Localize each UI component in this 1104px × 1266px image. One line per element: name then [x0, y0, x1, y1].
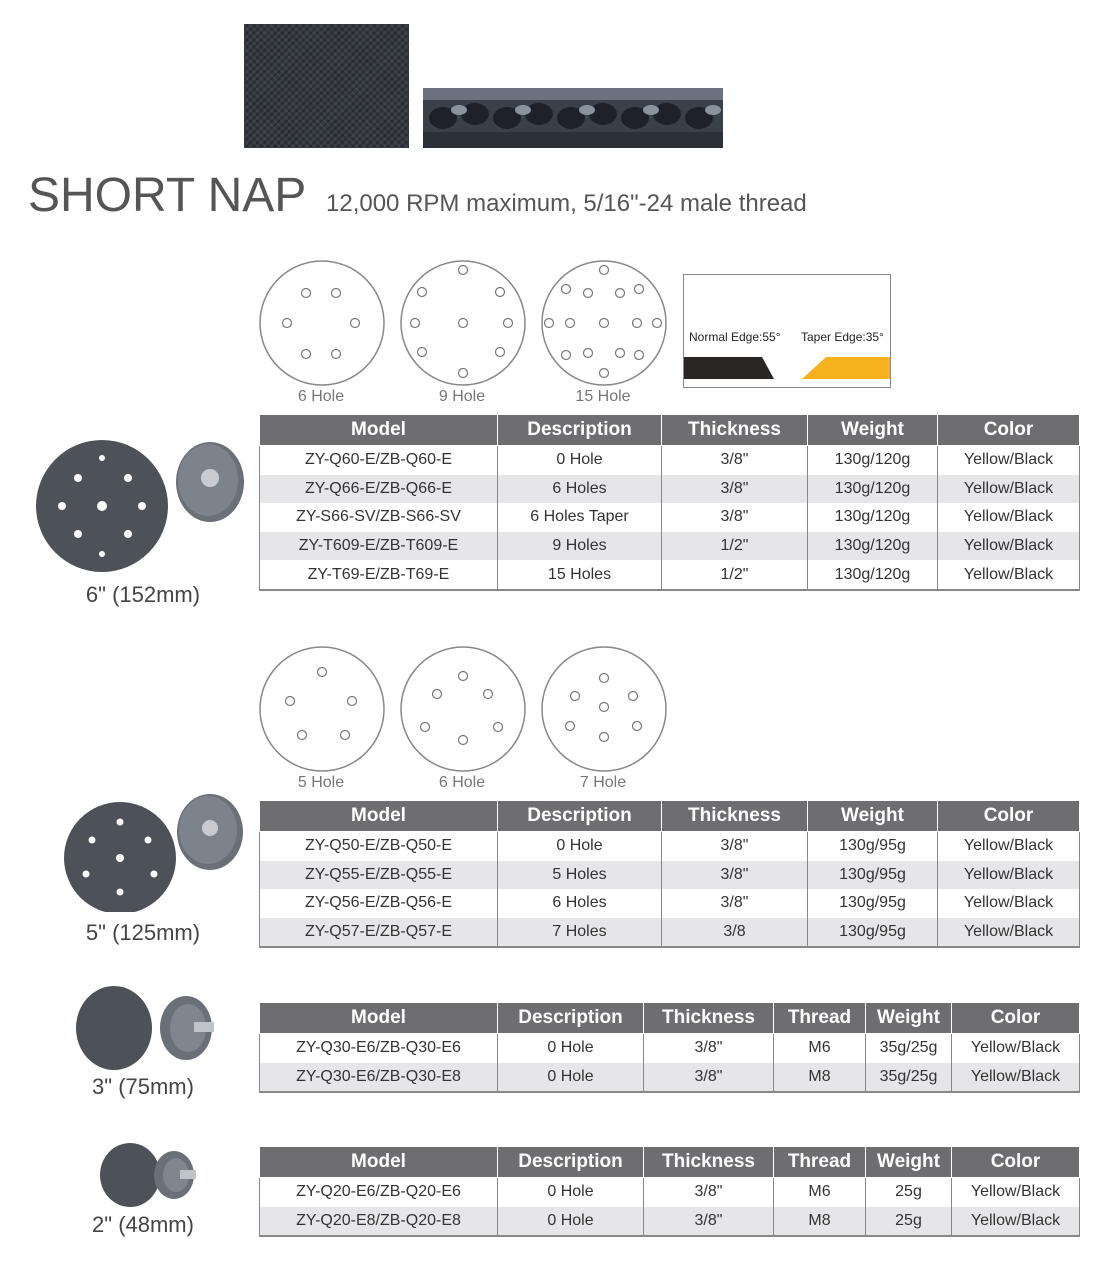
col-header: Weight: [866, 1003, 952, 1034]
cell-weight: 35g/25g: [866, 1034, 952, 1063]
col-header: Color: [938, 415, 1080, 446]
cell-color: Yellow/Black: [938, 918, 1080, 948]
cell-model: ZY-Q55-E/ZB-Q55-E: [260, 861, 498, 890]
cell-thickness: 3/8": [644, 1207, 774, 1237]
pad-3in-photo: [70, 982, 230, 1074]
cell-model: ZY-Q66-E/ZB-Q66-E: [260, 475, 498, 504]
normal-edge-label: Normal Edge:55°: [689, 330, 781, 344]
cell-thread: M8: [774, 1207, 866, 1237]
edge-profile-box: [683, 274, 891, 388]
table-row: [260, 918, 1080, 948]
cell-thickness: 3/8": [662, 832, 808, 861]
cell-weight: 25g: [866, 1178, 952, 1207]
cell-thickness: 3/8: [662, 918, 808, 948]
seven-hole-pattern-diagram: [539, 644, 669, 774]
col-header: Weight: [808, 801, 938, 832]
cell-model: ZY-Q56-E/ZB-Q56-E: [260, 889, 498, 918]
cell-thickness: 1/2": [662, 560, 808, 590]
col-header: Model: [260, 1003, 498, 1034]
cell-model: ZY-Q30-E6/ZB-Q30-E8: [260, 1063, 498, 1093]
cell-color: Yellow/Black: [938, 832, 1080, 861]
cell-color: Yellow/Black: [938, 560, 1080, 590]
col-header: Description: [498, 1003, 644, 1034]
table-row: [260, 560, 1080, 590]
cell-description: 7 Holes: [498, 918, 662, 948]
hole-caption-6-5in: 6 Hole: [438, 774, 486, 791]
table-row: [260, 1207, 1080, 1237]
cell-color: Yellow/Black: [938, 532, 1080, 561]
col-header: Description: [498, 801, 662, 832]
spec-table-6in: [259, 414, 1080, 591]
cell-description: 0 Hole: [498, 1178, 644, 1207]
fabric-texture-image: [244, 24, 409, 148]
col-header: Description: [498, 1147, 644, 1178]
fifteen-hole-pattern-diagram: [539, 258, 669, 388]
col-header: Weight: [866, 1147, 952, 1178]
cell-color: Yellow/Black: [938, 861, 1080, 890]
cell-description: 0 Hole: [498, 1034, 644, 1063]
cell-thickness: 3/8": [662, 446, 808, 475]
cell-thread: M6: [774, 1178, 866, 1207]
col-header: Model: [260, 415, 498, 446]
cell-weight: 130g/95g: [808, 889, 938, 918]
cell-model: ZY-T609-E/ZB-T609-E: [260, 532, 498, 561]
cell-weight: 130g/120g: [808, 532, 938, 561]
cell-description: 9 Holes: [498, 532, 662, 561]
nine-hole-pattern-diagram: [398, 258, 528, 388]
cell-description: 5 Holes: [498, 861, 662, 890]
cell-weight: 130g/95g: [808, 918, 938, 948]
taper-edge-label: Taper Edge:35°: [801, 330, 884, 344]
cell-description: 6 Holes Taper: [498, 503, 662, 532]
cell-weight: 130g/95g: [808, 832, 938, 861]
hole-caption-5: 5 Hole: [297, 774, 345, 791]
size-label-6in: 6" (152mm): [85, 582, 201, 607]
taper-edge-profile: [802, 357, 890, 379]
nap-cross-section-image: [423, 88, 723, 148]
col-header: Description: [498, 415, 662, 446]
cell-color: Yellow/Black: [938, 503, 1080, 532]
col-header: Thickness: [644, 1147, 774, 1178]
cell-description: 6 Holes: [498, 475, 662, 504]
col-header: Model: [260, 801, 498, 832]
spec-table-3in: [259, 1002, 1080, 1093]
cell-model: ZY-Q30-E6/ZB-Q30-E6: [260, 1034, 498, 1063]
cell-thickness: 3/8": [662, 889, 808, 918]
table-row: [260, 832, 1080, 861]
cell-model: ZY-T69-E/ZB-T69-E: [260, 560, 498, 590]
cell-description: 0 Hole: [498, 446, 662, 475]
spec-table-5in: [259, 800, 1080, 948]
cell-description: 15 Holes: [498, 560, 662, 590]
pad-5in-photo: [56, 792, 246, 912]
col-header: Weight: [808, 415, 938, 446]
cell-model: ZY-Q20-E8/ZB-Q20-E8: [260, 1207, 498, 1237]
cell-model: ZY-Q50-E/ZB-Q50-E: [260, 832, 498, 861]
cell-thread: M8: [774, 1063, 866, 1093]
table-row: [260, 475, 1080, 504]
cell-thickness: 3/8": [662, 861, 808, 890]
col-header: Color: [952, 1147, 1080, 1178]
cell-color: Yellow/Black: [952, 1034, 1080, 1063]
cell-description: 0 Hole: [498, 1207, 644, 1237]
pad-2in-photo: [90, 1140, 210, 1210]
cell-weight: 130g/120g: [808, 503, 938, 532]
table-row: [260, 1178, 1080, 1207]
col-header: Color: [952, 1003, 1080, 1034]
table-row: [260, 532, 1080, 561]
size-label-2in: 2" (48mm): [92, 1212, 194, 1237]
cell-thickness: 1/2": [662, 532, 808, 561]
table-row: [260, 503, 1080, 532]
cell-color: Yellow/Black: [952, 1207, 1080, 1237]
cell-color: Yellow/Black: [952, 1178, 1080, 1207]
col-header: Thread: [774, 1147, 866, 1178]
cell-description: 6 Holes: [498, 889, 662, 918]
cell-model: ZY-Q60-E/ZB-Q60-E: [260, 446, 498, 475]
cell-weight: 130g/120g: [808, 475, 938, 504]
col-header: Thickness: [662, 415, 808, 446]
hole-caption-6: 6 Hole: [297, 388, 345, 405]
cell-weight: 25g: [866, 1207, 952, 1237]
hole-caption-9: 9 Hole: [438, 388, 486, 405]
normal-edge-profile: [684, 357, 776, 379]
size-label-5in: 5" (125mm): [85, 920, 201, 945]
hole-caption-7: 7 Hole: [579, 774, 627, 791]
col-header: Model: [260, 1147, 498, 1178]
cell-thickness: 3/8": [644, 1034, 774, 1063]
cell-color: Yellow/Black: [938, 475, 1080, 504]
cell-thickness: 3/8": [662, 503, 808, 532]
page-subtitle: 12,000 RPM maximum, 5/16"-24 male thread: [326, 190, 807, 217]
six-hole-pattern-diagram: [257, 258, 387, 388]
table-row: [260, 861, 1080, 890]
five-hole-pattern-diagram: [257, 644, 387, 774]
cell-model: ZY-Q57-E/ZB-Q57-E: [260, 918, 498, 948]
cell-weight: 130g/120g: [808, 446, 938, 475]
cell-weight: 130g/95g: [808, 861, 938, 890]
cell-thread: M6: [774, 1034, 866, 1063]
col-header: Thread: [774, 1003, 866, 1034]
cell-description: 0 Hole: [498, 1063, 644, 1093]
cell-thickness: 3/8": [644, 1178, 774, 1207]
pad-6in-photo: [30, 436, 244, 576]
table-row: [260, 446, 1080, 475]
hole-caption-15: 15 Hole: [575, 388, 631, 405]
cell-color: Yellow/Black: [938, 889, 1080, 918]
cell-thickness: 3/8": [644, 1063, 774, 1093]
cell-weight: 35g/25g: [866, 1063, 952, 1093]
cell-color: Yellow/Black: [938, 446, 1080, 475]
cell-weight: 130g/120g: [808, 560, 938, 590]
table-row: [260, 889, 1080, 918]
cell-model: ZY-S66-SV/ZB-S66-SV: [260, 503, 498, 532]
six-hole-5in-pattern-diagram: [398, 644, 528, 774]
table-row: [260, 1063, 1080, 1093]
page-title: SHORT NAP: [28, 169, 307, 222]
col-header: Thickness: [662, 801, 808, 832]
col-header: Thickness: [644, 1003, 774, 1034]
col-header: Color: [938, 801, 1080, 832]
spec-table-2in: [259, 1146, 1080, 1237]
cell-description: 0 Hole: [498, 832, 662, 861]
table-row: [260, 1034, 1080, 1063]
cell-thickness: 3/8": [662, 475, 808, 504]
cell-color: Yellow/Black: [952, 1063, 1080, 1093]
cell-model: ZY-Q20-E6/ZB-Q20-E6: [260, 1178, 498, 1207]
size-label-3in: 3" (75mm): [92, 1074, 194, 1099]
